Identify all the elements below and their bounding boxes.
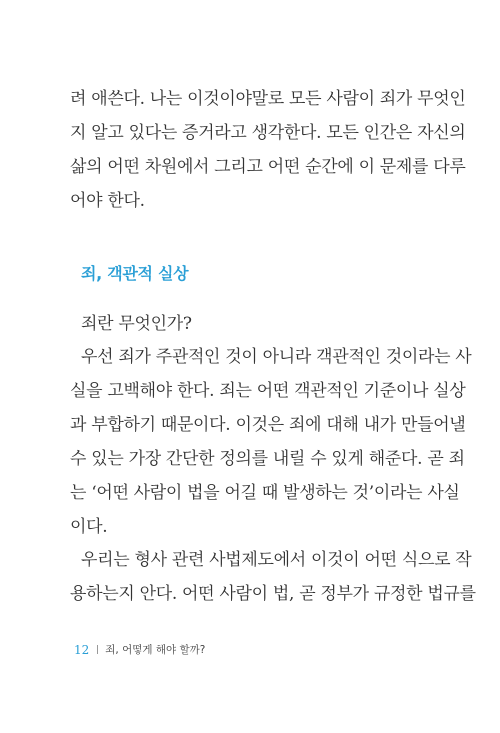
body-text-line: 려 애쓴다. 나는 이것이야말로 모든 사람이 죄가 무엇인 <box>70 89 466 109</box>
body-text-line: 우리는 형사 관련 사법제도에서 이것이 어떤 식으로 작 <box>81 550 472 570</box>
body-text-line: 우선 죄가 주관적인 것이 아니라 객관적인 것이라는 사 <box>81 347 472 367</box>
body-text-line: 삶의 어떤 차원에서 그리고 어떤 순간에 이 문제를 다루 <box>70 157 466 177</box>
body-text-line: 어야 한다. <box>70 191 145 211</box>
section-heading: 죄, 객관적 실상 <box>81 264 189 283</box>
running-title: 죄, 어떻게 해야 할까? <box>105 644 206 656</box>
page-number: 12 <box>74 642 90 657</box>
body-text-line: 실을 고백해야 한다. 죄는 어떤 객관적인 기준이나 실상 <box>70 381 466 401</box>
body-text-line: 수 있는 가장 간단한 정의를 내릴 수 있게 해준다. 곧 죄 <box>70 449 465 469</box>
page-footer <box>74 642 205 657</box>
footer-divider <box>97 645 98 654</box>
body-text-line: 는 ‘어떤 사람이 법을 어길 때 발생하는 것’이라는 사실 <box>70 483 460 503</box>
body-text-line: 용하는지 안다. 어떤 사람이 법, 곧 정부가 규정한 법규를 <box>70 584 476 604</box>
body-text-question: 죄란 무엇인가? <box>81 314 192 334</box>
body-text-line: 과 부합하기 때문이다. 이것은 죄에 대해 내가 만들어낼 <box>70 415 466 435</box>
body-text-line: 지 알고 있다는 증거라고 생각한다. 모든 인간은 자신의 <box>70 123 466 143</box>
body-text-line: 이다. <box>70 517 108 537</box>
